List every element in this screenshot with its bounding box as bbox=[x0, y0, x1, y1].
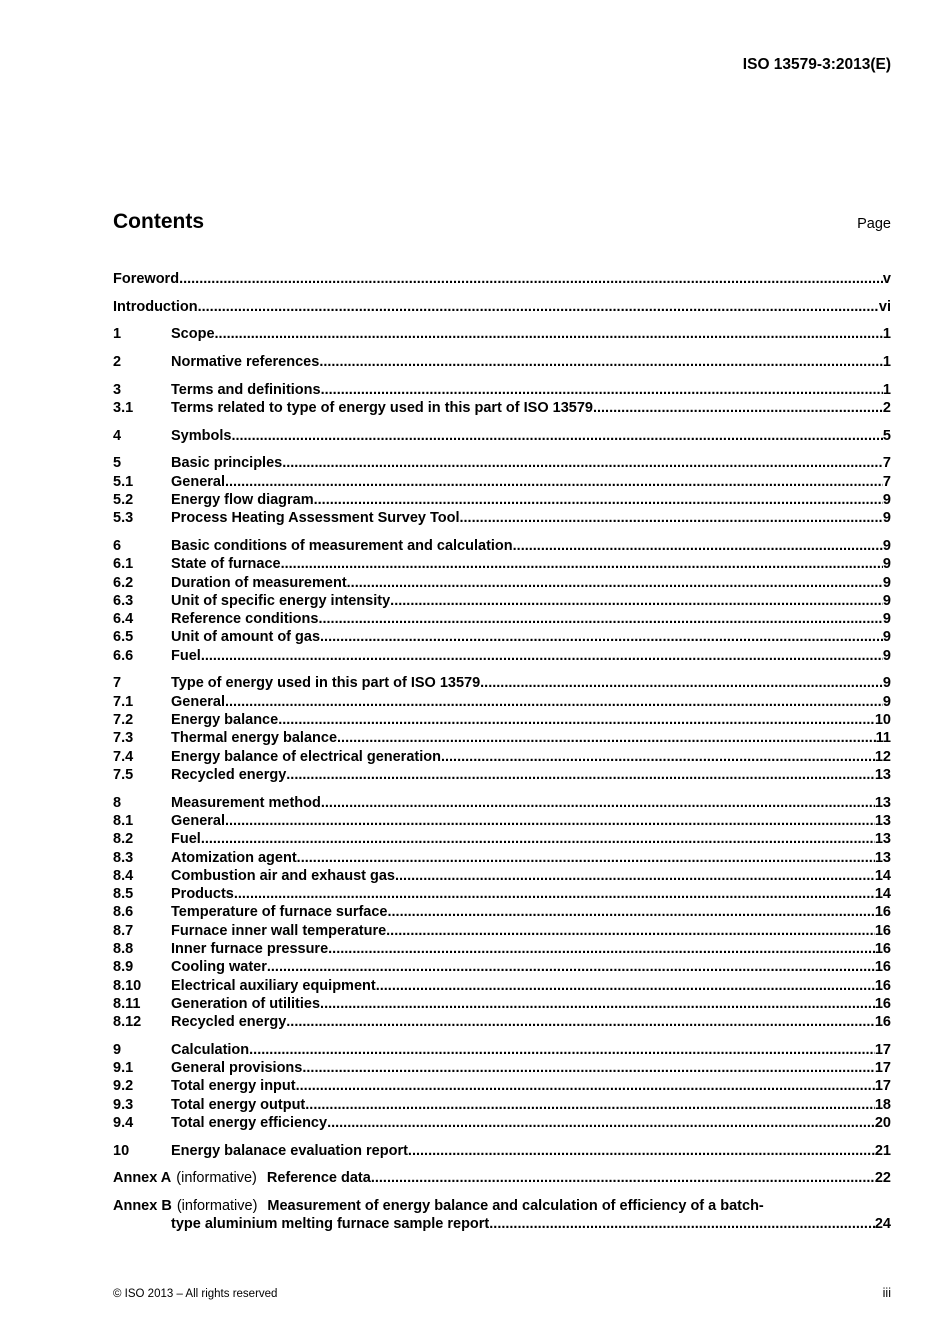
toc-entry-number: 8.5 bbox=[113, 886, 134, 903]
toc-entry-page: 7 bbox=[882, 473, 891, 490]
toc-entry-number: 7.2 bbox=[113, 712, 134, 729]
toc-entry-title: Calculation bbox=[171, 1041, 250, 1058]
toc-entry-number: 8.2 bbox=[113, 831, 134, 848]
toc-entry-title: State of furnace bbox=[171, 556, 281, 573]
toc-entry-title: Energy flow diagram bbox=[171, 492, 314, 509]
dot-leader bbox=[318, 610, 882, 628]
toc-entry-page: 12 bbox=[874, 748, 891, 765]
toc-entry[interactable] bbox=[113, 353, 891, 371]
footer-page-number: iii bbox=[882, 1286, 891, 1300]
toc-entry-page: 13 bbox=[874, 766, 891, 783]
dot-leader bbox=[390, 592, 883, 610]
dot-leader bbox=[441, 748, 875, 766]
toc-entry-number: 9.3 bbox=[113, 1096, 134, 1113]
toc-entry-title: Fuel bbox=[171, 831, 201, 848]
toc-entry[interactable] bbox=[113, 509, 891, 527]
dot-leader bbox=[286, 766, 875, 784]
toc-entry[interactable] bbox=[113, 922, 891, 940]
dot-leader bbox=[480, 674, 883, 692]
toc-entry-title: Type of energy used in this part of ISO 13579 bbox=[171, 675, 481, 692]
toc-entry[interactable] bbox=[113, 940, 891, 958]
toc-entry-number: 6.6 bbox=[113, 647, 134, 664]
toc-entry-page: 9 bbox=[882, 492, 891, 509]
dot-leader bbox=[593, 399, 883, 417]
toc-entry-number: 3 bbox=[113, 381, 122, 398]
toc-entry[interactable] bbox=[113, 427, 891, 445]
toc-entry-page: 16 bbox=[874, 959, 891, 976]
toc-entry-title: Scope bbox=[171, 326, 215, 343]
dot-leader bbox=[225, 693, 883, 711]
toc-entry-page: 16 bbox=[874, 1014, 891, 1031]
dot-leader bbox=[460, 509, 883, 527]
toc-entry-page: 21 bbox=[874, 1142, 891, 1159]
annex-title-line1: Measurement of energy balance and calculation of efficiency of a batch- bbox=[267, 1198, 764, 1215]
toc-entry-number: 7.3 bbox=[113, 730, 134, 747]
toc-entry[interactable] bbox=[113, 1114, 891, 1132]
annex-title-line2: type aluminium melting furnace sample report bbox=[171, 1216, 490, 1233]
toc-entry-page: 18 bbox=[874, 1096, 891, 1113]
toc-entry-page: 7 bbox=[882, 455, 891, 472]
toc-entry[interactable] bbox=[113, 867, 891, 885]
toc-entry-page: 14 bbox=[874, 867, 891, 884]
dot-leader bbox=[249, 1041, 875, 1059]
toc-entry-number: 5.1 bbox=[113, 473, 134, 490]
toc-entry-page: 9 bbox=[882, 592, 891, 609]
toc-entry-title: Inner furnace pressure bbox=[171, 941, 329, 958]
dot-leader bbox=[319, 353, 883, 371]
toc-entry-title: Cooling water bbox=[171, 959, 267, 976]
annex-informative: (informative) bbox=[176, 1198, 258, 1215]
toc-entry-page: 1 bbox=[882, 354, 891, 371]
toc-entry-number: 7.5 bbox=[113, 766, 134, 783]
contents-title: Contents bbox=[113, 210, 204, 233]
dot-leader bbox=[321, 794, 875, 812]
toc-entry-page: 9 bbox=[882, 629, 891, 646]
toc-entry-page: 11 bbox=[875, 730, 891, 747]
toc-entry-page: 5 bbox=[882, 427, 891, 444]
annex-label: Annex A bbox=[113, 1170, 172, 1187]
toc-entry-number: 6.3 bbox=[113, 592, 134, 609]
dot-leader bbox=[225, 473, 883, 491]
toc-entry[interactable] bbox=[113, 473, 891, 491]
dot-leader bbox=[327, 1114, 875, 1132]
toc-entry-title: Total energy efficiency bbox=[171, 1115, 328, 1132]
toc-entry-page: 9 bbox=[882, 556, 891, 573]
toc-entry-title: General provisions bbox=[171, 1060, 303, 1077]
toc-entry-page: vi bbox=[878, 298, 891, 315]
toc-entry-annex-a[interactable] bbox=[113, 1169, 891, 1187]
toc-entry-page: 2 bbox=[882, 400, 891, 417]
dot-leader bbox=[337, 729, 876, 747]
toc-entry-number: 8.12 bbox=[113, 1014, 142, 1031]
toc-entry-number: 4 bbox=[113, 427, 122, 444]
toc-entry-number: 8 bbox=[113, 794, 122, 811]
toc-entry-title: Atomization agent bbox=[171, 849, 297, 866]
document-id: ISO 13579-3:2013(E) bbox=[742, 56, 891, 73]
toc-entry-page: 9 bbox=[882, 647, 891, 664]
toc-entry-number: 9 bbox=[113, 1041, 122, 1058]
toc-entry[interactable] bbox=[113, 491, 891, 509]
toc-entry-title: Energy balance bbox=[171, 712, 279, 729]
toc-entry-page: 17 bbox=[874, 1078, 891, 1095]
toc-entry-title: Generation of utilities bbox=[171, 995, 321, 1012]
toc-entry-number: 8.3 bbox=[113, 849, 134, 866]
footer-copyright: © ISO 2013 – All rights reserved bbox=[113, 1288, 278, 1300]
toc-entry[interactable] bbox=[113, 794, 891, 812]
toc-entry-number: 8.7 bbox=[113, 922, 134, 939]
toc-entry-number: 6.2 bbox=[113, 574, 134, 591]
toc-entry[interactable] bbox=[113, 325, 891, 343]
toc-entry[interactable] bbox=[113, 381, 891, 399]
toc-entry-number: 6 bbox=[113, 538, 122, 554]
toc-entry-title: Unit of specific energy intensity bbox=[171, 592, 391, 609]
toc-entry-number: 9.1 bbox=[113, 1060, 134, 1077]
toc-entry[interactable] bbox=[113, 830, 891, 848]
toc-entry-number: 3.1 bbox=[113, 400, 134, 417]
toc-entry-number: 8.11 bbox=[113, 995, 141, 1012]
toc-entry[interactable] bbox=[113, 711, 891, 729]
toc-entry[interactable] bbox=[113, 995, 891, 1013]
dot-leader bbox=[328, 940, 875, 958]
dot-leader bbox=[371, 1169, 875, 1187]
toc-entry-number: 9.4 bbox=[113, 1115, 134, 1132]
toc-entry[interactable] bbox=[113, 1096, 891, 1114]
toc-entry-number: 8.10 bbox=[113, 977, 142, 994]
table-of-contents bbox=[113, 270, 891, 1234]
toc-entry[interactable] bbox=[113, 298, 891, 316]
toc-entry-number: 7 bbox=[113, 675, 122, 692]
toc-entry[interactable] bbox=[113, 812, 891, 830]
toc-entry[interactable] bbox=[113, 748, 891, 766]
toc-entry[interactable] bbox=[113, 1077, 891, 1095]
dot-leader bbox=[408, 1142, 875, 1160]
toc-entry-page: 10 bbox=[874, 712, 891, 729]
dot-leader bbox=[376, 977, 875, 995]
dot-leader bbox=[305, 1096, 875, 1114]
toc-entry-title: Total energy input bbox=[171, 1078, 296, 1095]
toc-entry[interactable] bbox=[113, 270, 891, 288]
toc-entry[interactable] bbox=[113, 537, 891, 555]
toc-entry-number: 6.5 bbox=[113, 629, 134, 646]
toc-entry-page: 9 bbox=[882, 611, 891, 628]
dot-leader bbox=[225, 812, 875, 830]
toc-entry[interactable] bbox=[113, 628, 891, 646]
toc-entry-page: v bbox=[882, 271, 891, 287]
toc-entry-number: 7.4 bbox=[113, 748, 134, 765]
toc-entry-title: Products bbox=[171, 886, 234, 903]
toc-entry-page: 17 bbox=[874, 1041, 891, 1058]
toc-entry-title: Total energy output bbox=[171, 1096, 306, 1113]
toc-entry-page: 16 bbox=[874, 904, 891, 921]
toc-entry-title: Basic principles bbox=[171, 455, 283, 472]
dot-leader bbox=[296, 1077, 875, 1095]
toc-entry-page: 9 bbox=[882, 693, 891, 710]
toc-entry[interactable] bbox=[113, 610, 891, 628]
dot-leader bbox=[388, 903, 875, 921]
dot-leader bbox=[215, 325, 883, 343]
toc-entry-page: 20 bbox=[874, 1115, 891, 1132]
toc-entry-number: 8.4 bbox=[113, 867, 134, 884]
dot-leader bbox=[267, 958, 875, 976]
toc-entry-number: 9.2 bbox=[113, 1078, 134, 1095]
dot-leader bbox=[282, 454, 883, 472]
toc-entry[interactable] bbox=[113, 1142, 891, 1160]
toc-entry-number: 1 bbox=[113, 326, 122, 343]
toc-entry-title: Electrical auxiliary equipment bbox=[171, 977, 376, 994]
toc-entry-page: 16 bbox=[874, 922, 891, 939]
toc-entry-title: Energy balanace evaluation report bbox=[171, 1142, 408, 1159]
toc-entry-number: 8.1 bbox=[113, 812, 134, 829]
dot-leader bbox=[278, 711, 875, 729]
toc-entry-title: Unit of amount of gas bbox=[171, 629, 321, 646]
toc-entry[interactable] bbox=[113, 574, 891, 592]
toc-entry-title: General bbox=[171, 473, 225, 490]
toc-entry-number: 10 bbox=[113, 1142, 130, 1159]
toc-entry[interactable] bbox=[113, 647, 891, 665]
toc-entry[interactable] bbox=[113, 885, 891, 903]
toc-entry-number: 6.4 bbox=[113, 611, 134, 628]
toc-entry-title: Duration of measurement bbox=[171, 574, 347, 591]
toc-entry-title: Combustion air and exhaust gas bbox=[171, 867, 395, 884]
toc-entry-number: 5.3 bbox=[113, 510, 134, 527]
toc-entry-title: Recycled energy bbox=[171, 766, 287, 783]
dot-leader bbox=[281, 555, 883, 573]
toc-entry-annex-b-continued[interactable] bbox=[113, 1215, 891, 1233]
toc-entry-page: 16 bbox=[874, 995, 891, 1012]
dot-leader bbox=[347, 574, 883, 592]
toc-entry-page: 16 bbox=[874, 977, 891, 994]
toc-entry-page: 16 bbox=[874, 941, 891, 958]
toc-entry-title: General bbox=[171, 693, 225, 710]
toc-entry-title: Foreword bbox=[113, 271, 180, 287]
toc-entry-number: 8.8 bbox=[113, 941, 134, 958]
toc-entry[interactable] bbox=[113, 693, 891, 711]
annex-page: 22 bbox=[874, 1170, 891, 1187]
toc-entry-page: 9 bbox=[882, 675, 891, 692]
toc-entry[interactable] bbox=[113, 1013, 891, 1031]
toc-entry[interactable] bbox=[113, 454, 891, 472]
dot-leader bbox=[395, 867, 875, 885]
dot-leader bbox=[297, 849, 875, 867]
dot-leader bbox=[231, 427, 882, 445]
toc-entry-number: 8.6 bbox=[113, 904, 134, 921]
annex-page: 24 bbox=[874, 1216, 891, 1233]
dot-leader bbox=[320, 628, 883, 646]
dot-leader bbox=[201, 830, 875, 848]
toc-entry-title: Measurement method bbox=[171, 794, 321, 811]
toc-entry-number: 5 bbox=[113, 455, 122, 472]
toc-entry-page: 1 bbox=[882, 381, 891, 398]
dot-leader bbox=[386, 922, 875, 940]
toc-entry-number: 5.2 bbox=[113, 492, 134, 509]
toc-entry-title: Thermal energy balance bbox=[171, 730, 338, 747]
toc-entry[interactable] bbox=[113, 766, 891, 784]
dot-leader bbox=[302, 1059, 875, 1077]
toc-entry-page: 13 bbox=[874, 849, 891, 866]
dot-leader bbox=[286, 1013, 875, 1031]
page-column-label: Page bbox=[857, 216, 891, 232]
annex-label: Annex B bbox=[113, 1198, 172, 1215]
toc-entry-title: Symbols bbox=[171, 427, 232, 444]
toc-entry-title: Temperature of furnace surface bbox=[171, 904, 388, 921]
dot-leader bbox=[234, 885, 875, 903]
toc-entry-number: 8.9 bbox=[113, 959, 134, 976]
annex-title: Reference data bbox=[266, 1170, 371, 1187]
dot-leader bbox=[179, 270, 883, 288]
toc-entry-number: 7.1 bbox=[113, 693, 134, 710]
toc-entry[interactable] bbox=[113, 1059, 891, 1077]
toc-entry-page: 13 bbox=[874, 812, 891, 829]
toc-entry[interactable] bbox=[113, 674, 891, 692]
toc-entry[interactable] bbox=[113, 729, 891, 747]
dot-leader bbox=[513, 537, 883, 555]
toc-entry[interactable] bbox=[113, 399, 891, 417]
toc-entry-page: 1 bbox=[882, 326, 891, 343]
toc-entry[interactable] bbox=[113, 958, 891, 976]
annex-informative: (informative) bbox=[176, 1170, 257, 1187]
toc-entry-title: Normative references bbox=[171, 354, 320, 371]
toc-entry[interactable] bbox=[113, 555, 891, 573]
toc-entry-number: 6.1 bbox=[113, 556, 134, 573]
toc-entry[interactable] bbox=[113, 849, 891, 867]
toc-entry[interactable] bbox=[113, 977, 891, 995]
toc-entry-title: Terms related to type of energy used in this part of ISO 13579 bbox=[171, 400, 593, 417]
toc-entry[interactable] bbox=[113, 903, 891, 921]
toc-entry-page: 14 bbox=[874, 886, 891, 903]
toc-entry-page: 13 bbox=[874, 831, 891, 848]
toc-entry[interactable] bbox=[113, 1041, 891, 1059]
toc-entry-number: 2 bbox=[113, 354, 122, 371]
dot-leader bbox=[314, 491, 883, 509]
toc-entry-annex-b[interactable] bbox=[113, 1197, 891, 1215]
toc-entry-title: Process Heating Assessment Survey Tool bbox=[171, 510, 460, 527]
toc-entry-page: 9 bbox=[882, 510, 891, 527]
toc-entry-title: Reference conditions bbox=[171, 611, 319, 628]
dot-leader bbox=[201, 647, 883, 665]
dot-leader bbox=[489, 1215, 875, 1233]
toc-entry-title: General bbox=[171, 812, 225, 829]
dot-leader bbox=[198, 298, 879, 316]
toc-entry-page: 13 bbox=[874, 794, 891, 811]
toc-entry-page: 9 bbox=[882, 538, 891, 554]
toc-entry-title: Fuel bbox=[171, 647, 201, 664]
toc-entry-title: Energy balance of electrical generation bbox=[171, 748, 441, 765]
toc-entry-title: Furnace inner wall temperature bbox=[171, 922, 387, 939]
dot-leader bbox=[321, 381, 883, 399]
dot-leader bbox=[320, 995, 875, 1013]
toc-entry-title: Basic conditions of measurement and calculation bbox=[171, 538, 513, 554]
toc-entry-title: Terms and definitions bbox=[171, 381, 321, 398]
toc-entry-title: Introduction bbox=[113, 298, 198, 315]
toc-entry-page: 9 bbox=[882, 574, 891, 591]
toc-entry-page: 17 bbox=[874, 1060, 891, 1077]
toc-entry-title: Recycled energy bbox=[171, 1014, 287, 1031]
toc-entry[interactable] bbox=[113, 592, 891, 610]
